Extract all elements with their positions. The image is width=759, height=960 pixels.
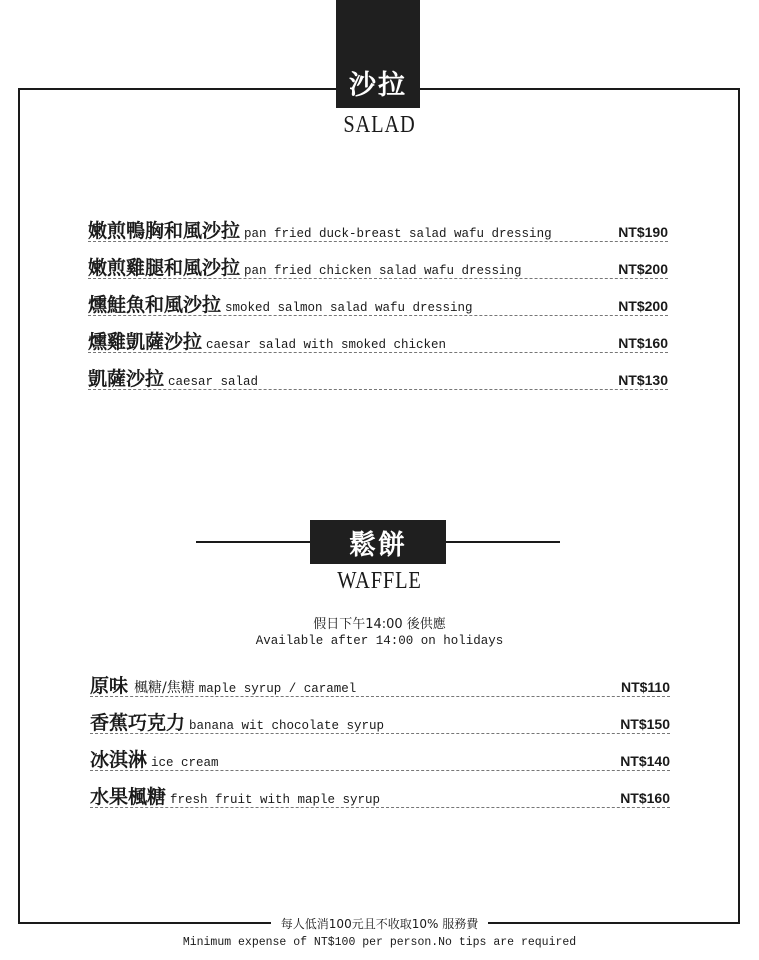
waffle-title-en: WAFFLE [337, 568, 422, 594]
waffle-title-zh: 鬆餅 [310, 520, 446, 564]
menu-item [90, 784, 670, 808]
menu-item [88, 255, 668, 279]
footer-zh: 每人低消100元且不收取10% 服務費 [271, 915, 488, 932]
waffle-rule-left [196, 541, 310, 543]
menu-item [88, 329, 668, 353]
waffle-note-en: Available after 14:00 on holidays [255, 634, 504, 648]
item-price: NT$140 [620, 753, 670, 769]
item-name-en: caesar salad with smoked chicken [206, 337, 447, 352]
item-name-zh: 燻鮭魚和風沙拉 [88, 294, 222, 316]
item-price: NT$190 [618, 224, 668, 240]
item-name-zh: 原味 楓糖/焦糖 [90, 675, 195, 697]
item-price: NT$160 [620, 790, 670, 806]
item-price: NT$130 [618, 372, 668, 388]
item-name-en: fresh fruit with maple syrup [170, 792, 381, 807]
item-name-zh: 凱薩沙拉 [88, 368, 165, 390]
menu-item [90, 673, 670, 697]
waffle-list [90, 673, 670, 808]
item-name-en: ice cream [151, 755, 219, 770]
menu-item [90, 710, 670, 734]
item-name-zh: 水果楓糖 [90, 786, 167, 808]
menu-item [88, 366, 668, 390]
item-price: NT$200 [618, 298, 668, 314]
item-name-en: smoked salmon salad wafu dressing [225, 300, 473, 315]
salad-list [88, 218, 668, 390]
waffle-note-zh: 假日下午14:00 後供應 [313, 617, 446, 632]
item-sub-zh: 楓糖/焦糖 [134, 680, 195, 696]
menu-item [88, 292, 668, 316]
waffle-rule-right [446, 541, 560, 543]
footer-en: Minimum expense of NT$100 per person.No tips are required [182, 936, 577, 949]
item-price: NT$110 [620, 679, 670, 695]
item-name-zh: 嫩煎鴨胸和風沙拉 [88, 220, 241, 242]
item-name-en: pan fried duck-breast salad wafu dressing [244, 226, 552, 241]
footer-zh-wrap [0, 913, 759, 933]
salad-title-zh: 沙拉 [336, 0, 420, 108]
item-name-zh: 冰淇淋 [90, 749, 148, 771]
item-name-en: pan fried chicken salad wafu dressing [244, 263, 522, 278]
item-price: NT$200 [618, 261, 668, 277]
salad-title-en: SALAD [343, 112, 416, 138]
item-price: NT$160 [618, 335, 668, 351]
item-name-zh: 香蕉巧克力 [90, 712, 186, 734]
menu-item [90, 747, 670, 771]
item-name-en: maple syrup / caramel [198, 681, 357, 696]
item-name-zh: 嫩煎雞腿和風沙拉 [88, 257, 241, 279]
item-name-zh: 燻雞凱薩沙拉 [88, 331, 203, 353]
menu-item [88, 218, 668, 242]
item-price: NT$150 [620, 716, 670, 732]
item-name-en: banana wit chocolate syrup [189, 718, 385, 733]
item-name-en: caesar salad [168, 374, 259, 389]
